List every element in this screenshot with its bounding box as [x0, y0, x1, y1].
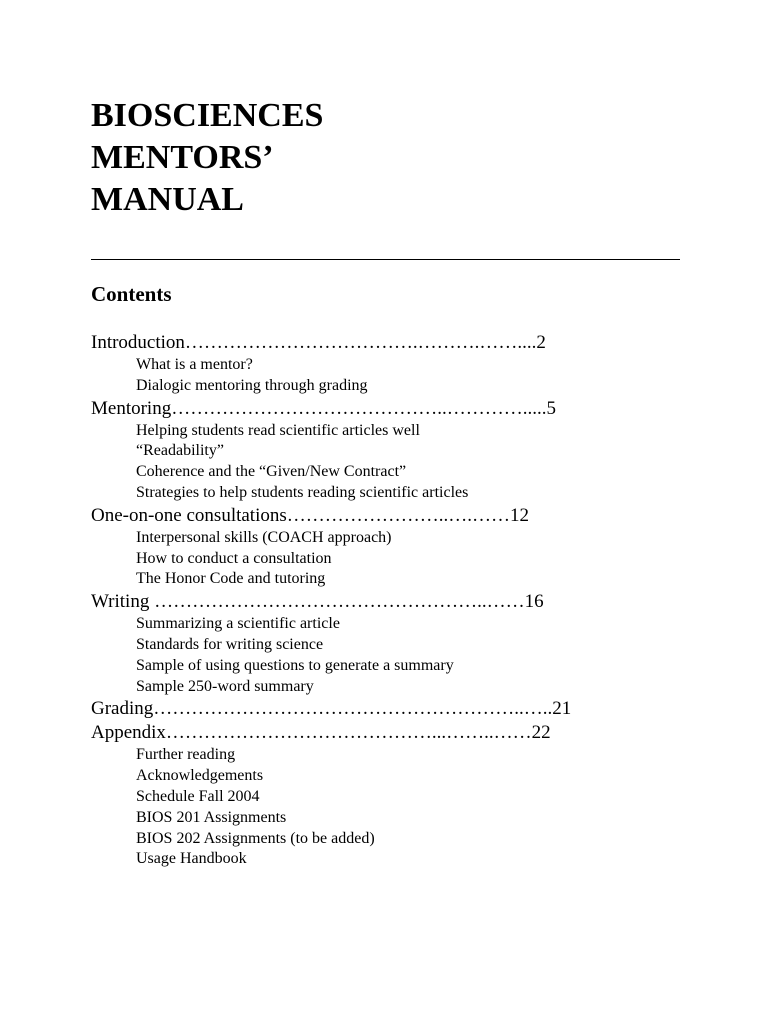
toc-entry-consultations: One-on-one consultations……………………..….……12	[91, 504, 530, 526]
toc-subentry: Sample 250-word summary	[136, 677, 314, 695]
toc-subentry: Further reading	[136, 746, 236, 764]
table-of-contents	[91, 331, 571, 870]
title-line: BIOSCIENCES	[91, 97, 324, 134]
toc-subentry: Dialogic mentoring through grading	[136, 376, 368, 394]
contents-heading: Contents	[91, 282, 172, 306]
title-line: MANUAL	[91, 181, 244, 218]
toc-subentry: What is a mentor?	[136, 356, 253, 373]
toc-entry-grading: Grading…………………………………………………..…..21	[91, 698, 572, 720]
toc-subentry: Summarizing a scientific article	[136, 615, 340, 633]
toc-subentry: Usage Handbook	[136, 850, 247, 868]
toc-subentry: The Honor Code and tutoring	[136, 570, 326, 588]
toc-subentry: Acknowledgements	[136, 767, 264, 785]
toc-subentry: Helping students read scientific articles well	[136, 421, 420, 439]
toc-subentry: How to conduct a consultation	[136, 549, 332, 567]
toc-entry-writing: Writing ……………………………………………..……16	[91, 591, 544, 613]
toc-subentry: Schedule Fall 2004	[136, 787, 260, 805]
toc-subentry: Standards for writing science	[136, 635, 324, 653]
toc-subentry: Coherence and the “Given/New Contract”	[136, 463, 407, 481]
toc-subentry: Sample of using questions to generate a summary	[136, 656, 454, 674]
title-line: MENTORS’	[91, 139, 274, 176]
horizontal-rule	[91, 259, 680, 260]
toc-subentry: BIOS 202 Assignments (to be added)	[136, 829, 375, 847]
document-title	[91, 95, 323, 221]
toc-entry-mentoring: Mentoring……………………………………..………….....5	[91, 397, 556, 419]
toc-subentry: Interpersonal skills (COACH approach)	[136, 528, 392, 546]
toc-subentry: Strategies to help students reading scientific articles	[136, 483, 469, 501]
toc-entry-appendix: Appendix……………………………………...……..……22	[91, 722, 551, 744]
toc-entry-introduction: Introduction……………………………….……….……....2	[91, 332, 546, 353]
toc-subentry: BIOS 201 Assignments	[136, 808, 287, 826]
toc-subentry: “Readability”	[136, 442, 224, 460]
